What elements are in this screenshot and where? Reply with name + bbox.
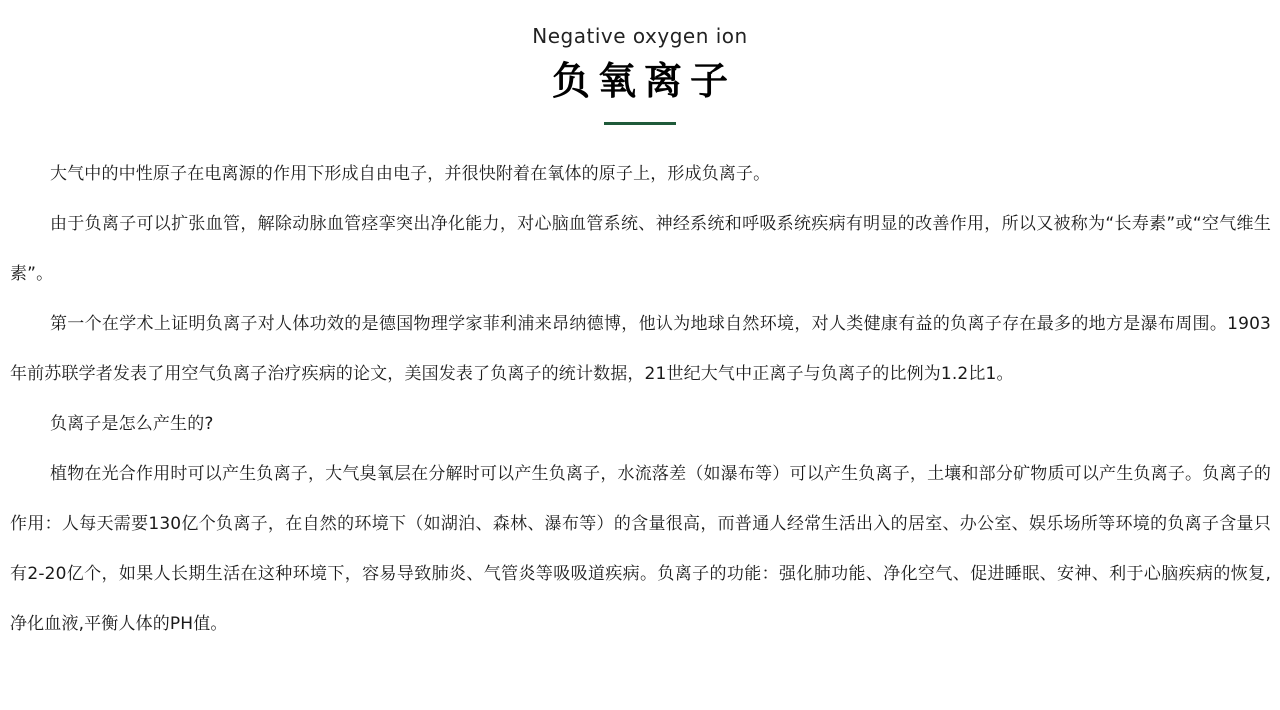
paragraph-history: 第一个在学术上证明负离子对人体功效的是德国物理学家菲利浦来昂纳德博，他认为地球自然环境，对人类健康有益的负离子存在最多的地方是瀑布周围。1903年前苏联学者发表了用空气负离子治疗疾病的论文，美国发表了负离子的统计数据，21世纪大气中正离子与负离子的比例为1.2比1。	[10, 314, 1271, 384]
page-title: 负氧离子	[551, 59, 736, 103]
paragraph-intro: 大气中的中性原子在电离源的作用下形成自由电子，并很快附着在氧体的原子上，形成负离子。	[50, 164, 771, 184]
section-header	[0, 0, 1280, 125]
paragraph-question: 负离子是怎么产生的?	[50, 414, 214, 434]
paragraph-benefits: 由于负离子可以扩张血管，解除动脉血管痉挛突出净化能力，对心脑血管系统、神经系统和呼吸系统疾病有明显的改善作用，所以又被称为“长寿素”或“空气维生素”。	[10, 214, 1271, 284]
paragraph-sources-and-functions: 植物在光合作用时可以产生负离子，大气臭氧层在分解时可以产生负离子，水流落差（如瀑布等）可以产生负离子，土壤和部分矿物质可以产生负离子。负离子的作用：人每天需要130亿个负离子，在自然的环境下（如湖泊、森林、瀑布等）的含量很高，而普通人经常生活出入的居室、办公室、娱乐场所等环境的负离子含量只有2-20亿个，如果人长期生活在这种环境下，容易导致肺炎、气管炎等吸吸道疾病。负离子的功能：强化肺功能、净化空气、促进睡眠、安神、利于心脑疾病的恢复,净化血液,平衡人体的PH值。	[10, 464, 1271, 634]
section-subtitle: Negative oxygen ion	[532, 24, 748, 48]
article-body	[0, 149, 1280, 649]
title-divider	[604, 122, 676, 125]
